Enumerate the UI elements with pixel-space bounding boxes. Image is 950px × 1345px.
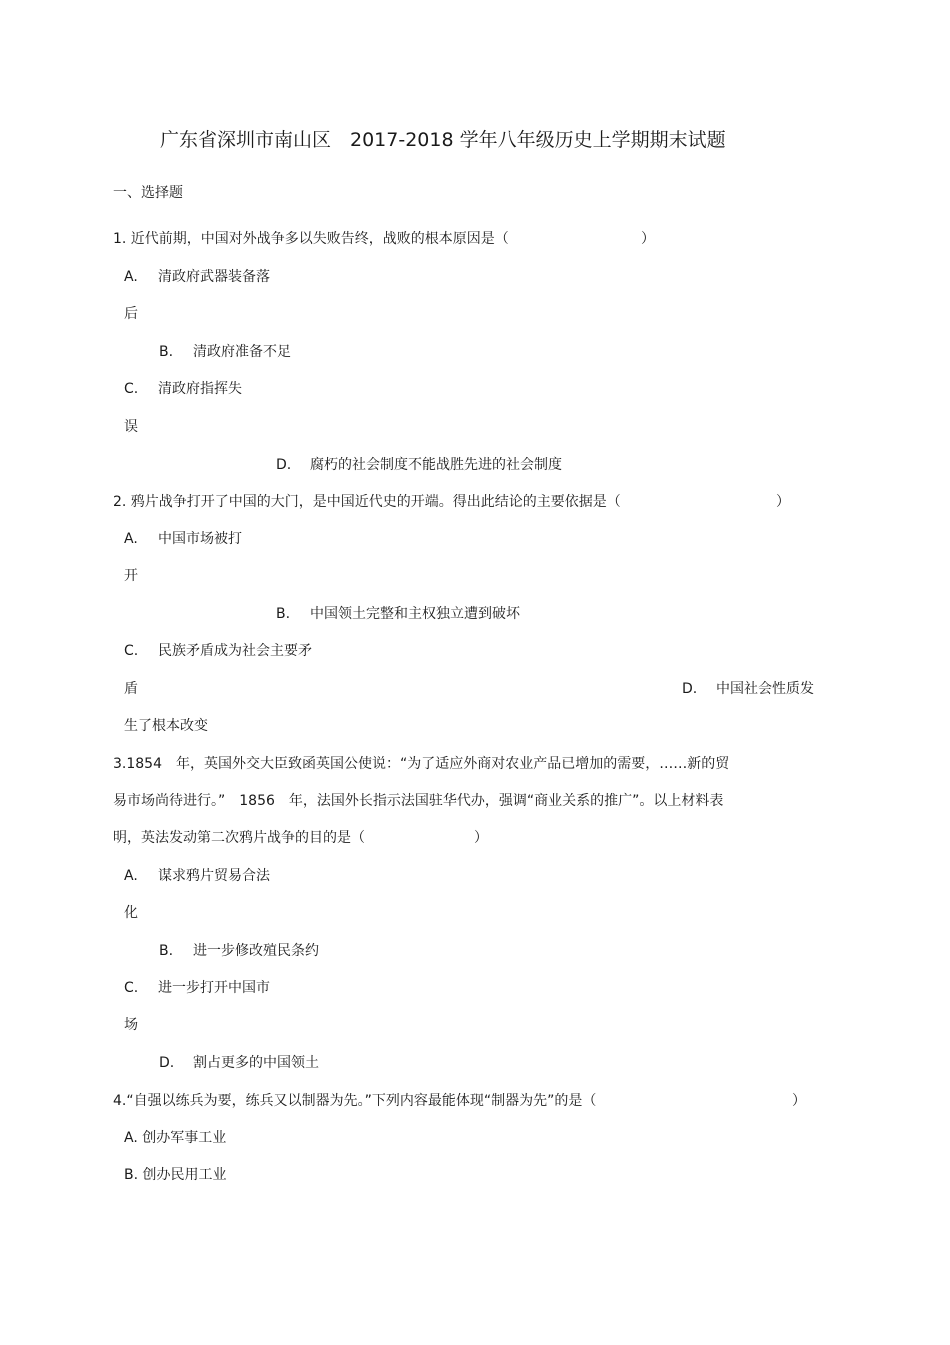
q2-option-d: D. 中国社会性质发 — [682, 681, 814, 697]
q1-option-c: C. 清政府指挥失 — [124, 381, 242, 397]
q3-option-a: A. 谋求鸦片贸易合法 — [124, 868, 270, 884]
question-3-stem-close: ） — [474, 830, 488, 846]
q1-option-a: A. 清政府武器装备落 — [124, 269, 270, 285]
q3-option-d: D. 割占更多的中国领土 — [159, 1055, 319, 1071]
q3-option-c: C. 进一步打开中国市 — [124, 980, 270, 996]
q3-option-a-wrap: 化 — [124, 905, 138, 921]
q4-option-b: B. 创办民用工业 — [124, 1167, 227, 1183]
question-2-stem: 2. 鸦片战争打开了中国的大门，是中国近代史的开端。得出此结论的主要依据是（ — [113, 494, 621, 510]
q1-option-b: B. 清政府准备不足 — [159, 344, 291, 360]
q1-option-a-wrap: 后 — [124, 306, 138, 322]
q2-option-c-wrap: 盾 — [124, 681, 138, 697]
question-4-stem: 4.“自强以练兵为要，练兵又以制器为先。”下列内容最能体现“制器为先”的是（ — [113, 1093, 597, 1109]
q4-option-a: A. 创办军事工业 — [124, 1130, 227, 1146]
q2-option-a-wrap: 开 — [124, 568, 138, 584]
q2-option-c: C. 民族矛盾成为社会主要矛 — [124, 643, 312, 659]
question-1-stem-close: ） — [641, 231, 655, 247]
q2-option-d-wrap: 生了根本改变 — [124, 718, 208, 734]
question-4-stem-close: ） — [792, 1093, 806, 1109]
q1-option-d: D. 腐朽的社会制度不能战胜先进的社会制度 — [276, 457, 562, 473]
q1-option-c-wrap: 误 — [124, 419, 138, 435]
page-title: 广东省深圳市南山区 2017-2018 学年八年级历史上学期期末试题 — [160, 129, 726, 151]
q2-option-a: A. 中国市场被打 — [124, 531, 242, 547]
q3-option-c-wrap: 场 — [124, 1017, 138, 1033]
question-3-line-3: 明，英法发动第二次鸦片战争的目的是（ — [113, 830, 365, 846]
question-3-line-2: 易市场尚待进行。” 1856 年，法国外长指示法国驻华代办，强调“商业关系的推广”。以上材料表 — [113, 793, 724, 809]
question-2-stem-close: ） — [776, 494, 790, 510]
q2-option-b: B. 中国领土完整和主权独立遭到破坏 — [276, 606, 520, 622]
question-1-stem: 1. 近代前期，中国对外战争多以失败告终，战败的根本原因是（ — [113, 231, 509, 247]
question-3-line-1: 3.1854 年，英国外交大臣致函英国公使说：“为了适应外商对农业产品已增加的需要，……新的贸 — [113, 756, 730, 772]
section-heading: 一、选择题 — [113, 185, 183, 201]
q3-option-b: B. 进一步修改殖民条约 — [159, 943, 319, 959]
